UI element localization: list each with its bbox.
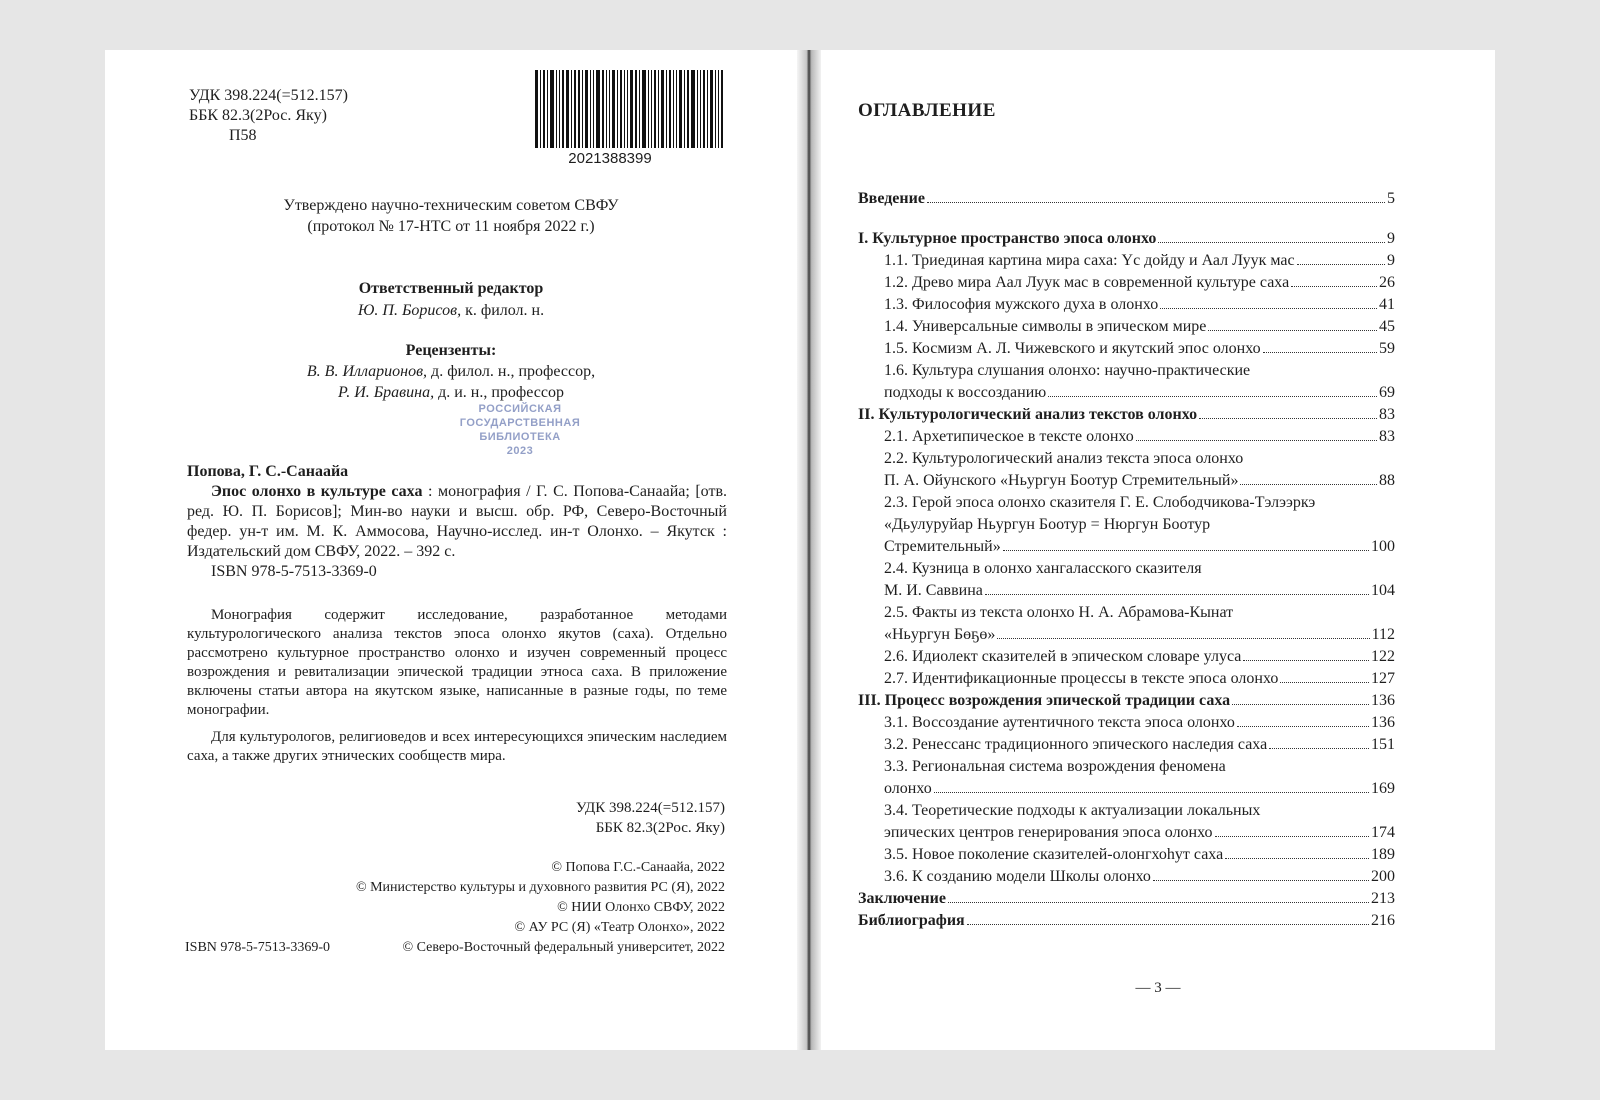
barcode-bar bbox=[684, 70, 685, 148]
toc-label: 3.1. Воссоздание аутентичного текста эпоса олонхо bbox=[884, 714, 1235, 731]
barcode-bar bbox=[627, 70, 628, 148]
toc-label: 1.1. Триединая картина мира саха: Үс дойду и Аал Луук мас bbox=[884, 252, 1295, 269]
toc-page: 9 bbox=[1387, 230, 1395, 247]
toc-label: 1.2. Древо мира Аал Луук мас в современной культуре саха bbox=[884, 274, 1290, 291]
toc-label: олонхо bbox=[884, 780, 932, 797]
toc-entry-2-3 bbox=[858, 536, 1395, 558]
reviewer-2-degree: д. и. н., профессор bbox=[434, 384, 564, 401]
book-spread bbox=[105, 50, 1495, 1050]
copyright-line: © АУ РС (Я) «Театр Олонхо», 2022 bbox=[514, 920, 725, 935]
barcode-bar bbox=[669, 70, 671, 148]
dot-leader bbox=[948, 902, 1369, 903]
toc-page: 127 bbox=[1371, 670, 1395, 687]
abstract bbox=[187, 606, 727, 774]
toc-entry-1-1 bbox=[858, 250, 1395, 272]
barcode-bar bbox=[703, 70, 705, 148]
toc-entry-2-1 bbox=[858, 426, 1395, 448]
toc-label: 2.1. Архетипическое в тексте олонхо bbox=[884, 428, 1134, 445]
reviewer-1 bbox=[105, 361, 797, 382]
abstract-paragraph-2: Для культурологов, религиоведов и всех интересующихся эпическим наследием саха, а также других этнических сообществ мира. bbox=[187, 729, 727, 764]
barcode-bar bbox=[635, 70, 637, 148]
toc-page: 174 bbox=[1371, 824, 1395, 841]
toc-page: 136 bbox=[1371, 692, 1395, 709]
toc-page: 41 bbox=[1379, 296, 1395, 313]
dot-leader bbox=[1158, 242, 1385, 243]
stamp-line: ГОСУДАРСТВЕННАЯ bbox=[459, 417, 581, 429]
barcode-bar bbox=[721, 70, 723, 148]
barcode-number: 2021388399 bbox=[568, 150, 652, 167]
cutter-code: П58 bbox=[229, 127, 257, 144]
toc-title: ОГЛАВЛЕНИЕ bbox=[858, 100, 996, 121]
barcode-bar bbox=[543, 70, 545, 148]
toc-entry-2-5-line: 2.5. Факты из текста олонхо Н. А. Абрамова-Кынат bbox=[884, 604, 1234, 621]
toc-label: 2.7. Идентификационные процессы в тексте эпоса олонхо bbox=[884, 670, 1279, 687]
toc-page: 88 bbox=[1379, 472, 1395, 489]
toc-entry-3-1 bbox=[858, 712, 1395, 734]
editor-block bbox=[105, 278, 797, 322]
editor-degree: к. филол. н. bbox=[461, 302, 545, 319]
page-number: — 3 — bbox=[1135, 980, 1181, 996]
stamp-line: 2023 bbox=[506, 445, 534, 457]
toc-entry-1-4 bbox=[858, 316, 1395, 338]
dot-leader bbox=[1160, 308, 1377, 309]
editor-heading: Ответственный редактор bbox=[358, 280, 544, 297]
barcode-bar bbox=[654, 70, 656, 148]
toc-label: III. Процесс возрождения эпической традиции саха bbox=[858, 692, 1231, 709]
toc-page: 216 bbox=[1371, 912, 1395, 929]
toc-entry-intro bbox=[858, 188, 1395, 210]
reviewers-heading: Рецензенты: bbox=[405, 342, 497, 359]
toc-page: 5 bbox=[1387, 190, 1395, 207]
toc-entry-1-6-line: 1.6. Культура слушания олонхо: научно-практические bbox=[884, 362, 1251, 379]
barcode bbox=[535, 70, 745, 170]
barcode-bar bbox=[718, 70, 719, 148]
barcode-bar bbox=[710, 70, 713, 148]
toc-entry-3-3-line: 3.3. Региональная система возрождения феномена bbox=[884, 758, 1226, 775]
book-title: Эпос олонхо в культуре саха bbox=[211, 483, 423, 500]
barcode-bar bbox=[691, 70, 695, 148]
toc-entry-1-5 bbox=[858, 338, 1395, 360]
toc-entry-2-3-line: 2.3. Герой эпоса олонхо сказителя Г. Е. Слободчикова-Тэлээркэ bbox=[884, 494, 1316, 511]
abstract-paragraph-1: Монография содержит исследование, разработанное методами культурологического анализа текстов эпоса олонхо якутов (саха). Отдельно рассмотрено культурное пространство олонхо и изучен современный процесс возрождения и ревитализации эпической традиции этноса саха. В приложение включены статьи автора на якутском языке, написанные в разные годы, по теме монографии. bbox=[187, 607, 727, 718]
spacer bbox=[858, 210, 1395, 228]
toc-entry-1-3 bbox=[858, 294, 1395, 316]
reviewers-block bbox=[105, 340, 797, 403]
toc-entry-bibliography bbox=[858, 910, 1395, 932]
right-page bbox=[821, 50, 1495, 1050]
toc-entry-2-2 bbox=[858, 470, 1395, 492]
barcode-bar bbox=[571, 70, 572, 148]
toc-page: 151 bbox=[1371, 736, 1395, 753]
barcode-bar bbox=[585, 70, 588, 148]
dot-leader bbox=[1232, 704, 1369, 705]
toc-label: эпических центров генерирования эпоса олонхо bbox=[884, 824, 1213, 841]
barcode-bar bbox=[578, 70, 580, 148]
barcode-bar bbox=[639, 70, 640, 148]
barcode-bar bbox=[556, 70, 557, 148]
toc-page: 169 bbox=[1371, 780, 1395, 797]
toc-label: 3.2. Ренессанс традиционного эпического наследия саха bbox=[884, 736, 1268, 753]
toc-page: 100 bbox=[1371, 538, 1395, 555]
udk-code-bottom: УДК 398.224(=512.157) bbox=[575, 800, 725, 816]
barcode-bar bbox=[562, 70, 564, 148]
dot-leader bbox=[1269, 748, 1369, 749]
dot-leader bbox=[1003, 550, 1369, 551]
barcode-bar bbox=[596, 70, 600, 148]
approval-line-2: (протокол № 17-НТС от 11 ноября 2022 г.) bbox=[307, 218, 595, 235]
barcode-bar bbox=[648, 70, 649, 148]
barcode-bar bbox=[540, 70, 541, 148]
barcode-bar bbox=[651, 70, 652, 148]
isbn-bottom: ISBN 978-5-7513-3369-0 bbox=[185, 940, 331, 955]
toc-page: 122 bbox=[1371, 648, 1395, 665]
editor-name: Ю. П. Борисов, bbox=[357, 302, 462, 319]
toc-page: 83 bbox=[1379, 406, 1395, 423]
bbk-code-bottom: ББК 82.3(2Рос. Яку) bbox=[595, 820, 725, 836]
toc-page: 189 bbox=[1371, 846, 1395, 863]
barcode-bar bbox=[559, 70, 560, 148]
toc-page: 45 bbox=[1379, 318, 1395, 335]
biblio-description bbox=[187, 482, 727, 562]
dot-leader bbox=[985, 594, 1369, 595]
toc-page: 136 bbox=[1371, 714, 1395, 731]
author-heading: Попова, Г. С.-Санаайа bbox=[187, 463, 349, 480]
toc-label: Стремительный» bbox=[884, 538, 1001, 555]
barcode-bar bbox=[642, 70, 646, 148]
toc-entry-2-4-line: 2.4. Кузница в олонхо хангаласского сказителя bbox=[884, 560, 1202, 577]
barcode-bar bbox=[617, 70, 618, 148]
dot-leader bbox=[934, 792, 1369, 793]
reviewer-1-degree: д. филол. н., профессор, bbox=[427, 363, 596, 380]
barcode-bar bbox=[658, 70, 659, 148]
barcode-bar bbox=[707, 70, 708, 148]
barcode-bar bbox=[700, 70, 701, 148]
left-page bbox=[105, 50, 797, 1050]
toc-label: подходы к воссозданию bbox=[884, 384, 1047, 401]
reviewer-1-name: В. В. Илларионов, bbox=[306, 363, 428, 380]
toc-label: 1.5. Космизм А. Л. Чижевского и якутский эпос олонхо bbox=[884, 340, 1261, 357]
toc-entry-part-3 bbox=[858, 690, 1395, 712]
barcode-bar bbox=[590, 70, 591, 148]
toc-label: 3.6. К созданию модели Школы олонхо bbox=[884, 868, 1151, 885]
copyright-line: © Министерство культуры и духовного развития РС (Я), 2022 bbox=[355, 880, 725, 895]
approval-note bbox=[105, 195, 797, 237]
toc-page: 26 bbox=[1379, 274, 1395, 291]
barcode-bar bbox=[630, 70, 633, 148]
dot-leader bbox=[1237, 726, 1369, 727]
dot-leader bbox=[1291, 286, 1377, 287]
dot-leader bbox=[1243, 660, 1369, 661]
dot-leader bbox=[1208, 330, 1377, 331]
barcode-bar bbox=[624, 70, 625, 148]
classification-codes-bottom bbox=[576, 798, 725, 838]
toc-page: 213 bbox=[1371, 890, 1395, 907]
isbn: ISBN 978-5-7513-3369-0 bbox=[211, 563, 377, 580]
barcode-bar bbox=[661, 70, 664, 148]
toc-entry-3-3 bbox=[858, 778, 1395, 800]
toc-entry-2-3-line: «Дьулуруйар Ньургун Боотур = Нюргун Боотур bbox=[884, 516, 1211, 533]
dot-leader bbox=[1215, 836, 1369, 837]
toc-entry-1-2 bbox=[858, 272, 1395, 294]
barcode-bar bbox=[550, 70, 554, 148]
dot-leader bbox=[1225, 858, 1369, 859]
barcode-bar bbox=[687, 70, 689, 148]
barcode-bar bbox=[566, 70, 569, 148]
copyright-line: © Северо-Восточный федеральный университет, 2022 bbox=[402, 940, 725, 955]
copyright-line: © Попова Г.С.-Санаайа, 2022 bbox=[551, 860, 725, 875]
barcode-bar bbox=[609, 70, 610, 148]
toc-label: 3.5. Новое поколение сказителей-олонгхоһут саха bbox=[884, 846, 1224, 863]
toc-page: 69 bbox=[1379, 384, 1395, 401]
toc-entry-3-4-line: 3.4. Теоретические подходы к актуализации локальных bbox=[884, 802, 1261, 819]
barcode-bar bbox=[666, 70, 667, 148]
copyright-line: © НИИ Олонхо СВФУ, 2022 bbox=[557, 900, 725, 915]
dot-leader bbox=[1136, 440, 1377, 441]
barcode-bar bbox=[593, 70, 594, 148]
toc-page: 104 bbox=[1371, 582, 1395, 599]
classification-codes bbox=[189, 86, 348, 146]
dot-leader bbox=[927, 202, 1385, 203]
dot-leader bbox=[967, 924, 1369, 925]
stamp-line: БИБЛИОТЕКА bbox=[479, 431, 561, 443]
dot-leader bbox=[1240, 484, 1377, 485]
barcode-bar bbox=[715, 70, 716, 148]
toc-page: 9 bbox=[1387, 252, 1395, 269]
dot-leader bbox=[997, 638, 1369, 639]
reviewer-2 bbox=[105, 382, 797, 403]
dot-leader bbox=[1153, 880, 1369, 881]
book-gutter bbox=[797, 50, 821, 1050]
toc-entry-part-1 bbox=[858, 228, 1395, 250]
bibliographic-record bbox=[187, 462, 727, 582]
toc-entry-2-2-line: 2.2. Культурологический анализ текста эпоса олонхо bbox=[884, 450, 1244, 467]
toc-page: 200 bbox=[1371, 868, 1395, 885]
barcode-bar bbox=[606, 70, 607, 148]
barcode-bar bbox=[620, 70, 622, 148]
dot-leader bbox=[1263, 352, 1377, 353]
table-of-contents bbox=[858, 188, 1395, 932]
toc-entry-2-6 bbox=[858, 646, 1395, 668]
barcode-bar bbox=[679, 70, 682, 148]
toc-label: II. Культурологический анализ текстов олонхо bbox=[858, 406, 1198, 423]
toc-label: 2.6. Идиолект сказителей в эпическом словаре улуса bbox=[884, 648, 1242, 665]
barcode-bar bbox=[697, 70, 698, 148]
toc-entry-2-5 bbox=[858, 624, 1395, 646]
toc-label: 1.4. Универсальные символы в эпическом мире bbox=[884, 318, 1207, 335]
udk-code: УДК 398.224(=512.157) bbox=[189, 87, 348, 104]
toc-page: 83 bbox=[1379, 428, 1395, 445]
approval-line-1: Утверждено научно-техническим советом СВФУ bbox=[283, 197, 619, 214]
toc-entry-3-2 bbox=[858, 734, 1395, 756]
stamp-line: РОССИЙСКАЯ bbox=[478, 403, 562, 415]
toc-entry-3-5 bbox=[858, 844, 1395, 866]
barcode-bar bbox=[574, 70, 576, 148]
toc-page: 59 bbox=[1379, 340, 1395, 357]
library-stamp bbox=[440, 402, 600, 458]
toc-label: Заключение bbox=[858, 890, 946, 907]
toc-entry-3-4 bbox=[858, 822, 1395, 844]
reviewer-2-name: Р. И. Бравина, bbox=[338, 384, 435, 401]
bbk-code: ББК 82.3(2Рос. Яку) bbox=[189, 107, 327, 124]
editor-line bbox=[105, 300, 797, 322]
toc-label: М. И. Саввина bbox=[884, 582, 983, 599]
barcode-bar bbox=[612, 70, 615, 148]
barcode-bar bbox=[582, 70, 583, 148]
toc-page: 112 bbox=[1371, 626, 1395, 643]
barcode-bar bbox=[535, 70, 538, 148]
dot-leader bbox=[1297, 264, 1385, 265]
toc-label: I. Культурное пространство эпоса олонхо bbox=[858, 230, 1157, 247]
dot-leader bbox=[1048, 396, 1377, 397]
barcode-bar bbox=[676, 70, 677, 148]
toc-label: П. А. Ойунского «Ньургун Боотур Стремительный» bbox=[884, 472, 1239, 489]
barcode-bar bbox=[602, 70, 604, 148]
toc-entry-1-6 bbox=[858, 382, 1395, 404]
toc-label: 1.3. Философия мужского духа в олонхо bbox=[884, 296, 1159, 313]
toc-entry-2-4 bbox=[858, 580, 1395, 602]
toc-label: «Ньургун Бөҕө» bbox=[884, 626, 996, 643]
barcode-bars bbox=[535, 70, 745, 148]
toc-entry-part-2 bbox=[858, 404, 1395, 426]
toc-entry-2-7 bbox=[858, 668, 1395, 690]
toc-label: Библиография bbox=[858, 912, 965, 929]
dot-leader bbox=[1280, 682, 1369, 683]
toc-label: Введение bbox=[858, 190, 925, 207]
toc-entry-3-6 bbox=[858, 866, 1395, 888]
dot-leader bbox=[1199, 418, 1377, 419]
biblio-rest: : монография / Г. С. Попова-Санаайа; [отв. ред. Ю. П. Борисов]; Мин-во науки и высш. обр. РФ, Северо-Восточный федер. ун-т им. М. К. Аммосова, Научно-исслед. ин-т Олонхо. – Якутск : Издательский дом СВФУ, 2022. – 392 с. bbox=[187, 483, 727, 560]
toc-entry-conclusion bbox=[858, 888, 1395, 910]
barcode-bar bbox=[547, 70, 548, 148]
copyright-block bbox=[356, 858, 725, 958]
barcode-bar bbox=[673, 70, 674, 148]
